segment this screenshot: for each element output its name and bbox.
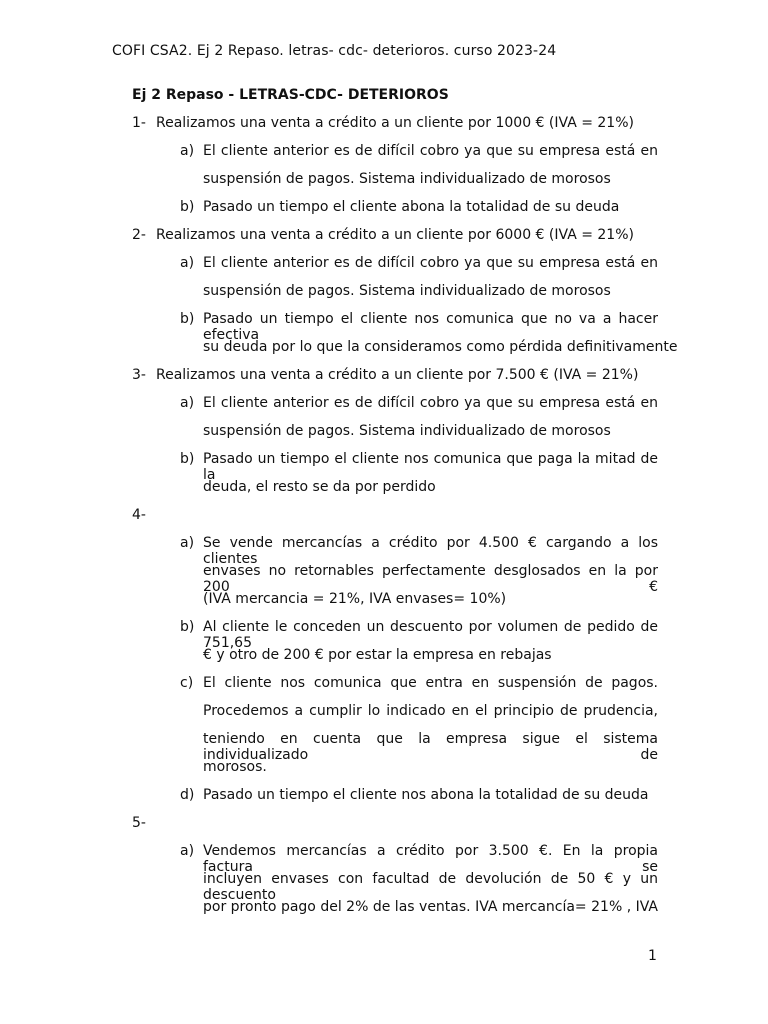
q3-a-line1: El cliente anterior es de difícil cobro ya que su empresa está en	[203, 395, 658, 411]
q4-c-line1: El cliente nos comunica que entra en suspensión de pagos.	[203, 675, 658, 691]
q3-b-line1: Pasado un tiempo el cliente nos comunica que paga la mitad de la	[203, 451, 658, 483]
q2-text: Realizamos una venta a crédito a un cliente por 6000 € (IVA = 21%)	[156, 227, 634, 243]
q2-a-line2: suspensión de pagos. Sistema individualizado de morosos	[203, 283, 611, 299]
q1-a-line2: suspensión de pagos. Sistema individualizado de morosos	[203, 171, 611, 187]
q1-b-line1: Pasado un tiempo el cliente abona la totalidad de su deuda	[203, 199, 620, 215]
q5-a-line1: Vendemos mercancías a crédito por 3.500 €. En la propia factura se	[203, 843, 658, 875]
q4-b-label: b)	[180, 619, 195, 635]
q3-b-line2: deuda, el resto se da por perdido	[203, 479, 436, 495]
q4-d-label: d)	[180, 787, 195, 803]
q1-number: 1-	[132, 115, 146, 131]
exercise-title: Ej 2 Repaso - LETRAS-CDC- DETERIOROS	[132, 87, 449, 103]
q4-a-line1: Se vende mercancías a crédito por 4.500 € cargando a los clientes	[203, 535, 658, 567]
q4-b-line1: Al cliente le conceden un descuento por volumen de pedido de 751,65	[203, 619, 658, 651]
q1-text: Realizamos una venta a crédito a un cliente por 1000 € (IVA = 21%)	[156, 115, 634, 131]
q5-a-label: a)	[180, 843, 195, 859]
q1-b-label: b)	[180, 199, 195, 215]
q5-number: 5-	[132, 815, 146, 831]
q4-a-line3: (IVA mercancia = 21%, IVA envases= 10%)	[203, 591, 507, 607]
q4-a-label: a)	[180, 535, 195, 551]
q5-a-line3: por pronto pago del 2% de las ventas. IVA mercancía= 21% , IVA	[203, 899, 658, 915]
q2-b-line2: su deuda por lo que la consideramos como pérdida definitivamente	[203, 339, 678, 355]
q2-number: 2-	[132, 227, 146, 243]
q2-a-label: a)	[180, 255, 195, 271]
q4-number: 4-	[132, 507, 146, 523]
q1-a-label: a)	[180, 143, 195, 159]
q5-a-line2: incluyen envases con facultad de devolución de 50 € y un descuento	[203, 871, 658, 903]
q4-c-label: c)	[180, 675, 194, 691]
page-header: COFI CSA2. Ej 2 Repaso. letras- cdc- deterioros. curso 2023-24	[112, 43, 557, 59]
q4-c-line2: Procedemos a cumplir lo indicado en el principio de prudencia,	[203, 703, 658, 719]
q3-number: 3-	[132, 367, 146, 383]
q4-a-line2: envases no retornables perfectamente desglosados en la por 200 €	[203, 563, 658, 595]
page-number: 1	[648, 948, 657, 964]
q3-a-label: a)	[180, 395, 195, 411]
q2-b-label: b)	[180, 311, 195, 327]
q4-b-line2: € y otro de 200 € por estar la empresa en rebajas	[203, 647, 552, 663]
q2-a-line1: El cliente anterior es de difícil cobro ya que su empresa está en	[203, 255, 658, 271]
q2-b-line1: Pasado un tiempo el cliente nos comunica que no va a hacer efectiva	[203, 311, 658, 343]
q3-text: Realizamos una venta a crédito a un cliente por 7.500 € (IVA = 21%)	[156, 367, 639, 383]
q3-a-line2: suspensión de pagos. Sistema individualizado de morosos	[203, 423, 611, 439]
q4-c-line4: morosos.	[203, 759, 267, 775]
q4-d-line1: Pasado un tiempo el cliente nos abona la totalidad de su deuda	[203, 787, 649, 803]
q4-c-line3: teniendo en cuenta que la empresa sigue el sistema individualizado de	[203, 731, 658, 763]
q3-b-label: b)	[180, 451, 195, 467]
q1-a-line1: El cliente anterior es de difícil cobro ya que su empresa está en	[203, 143, 658, 159]
